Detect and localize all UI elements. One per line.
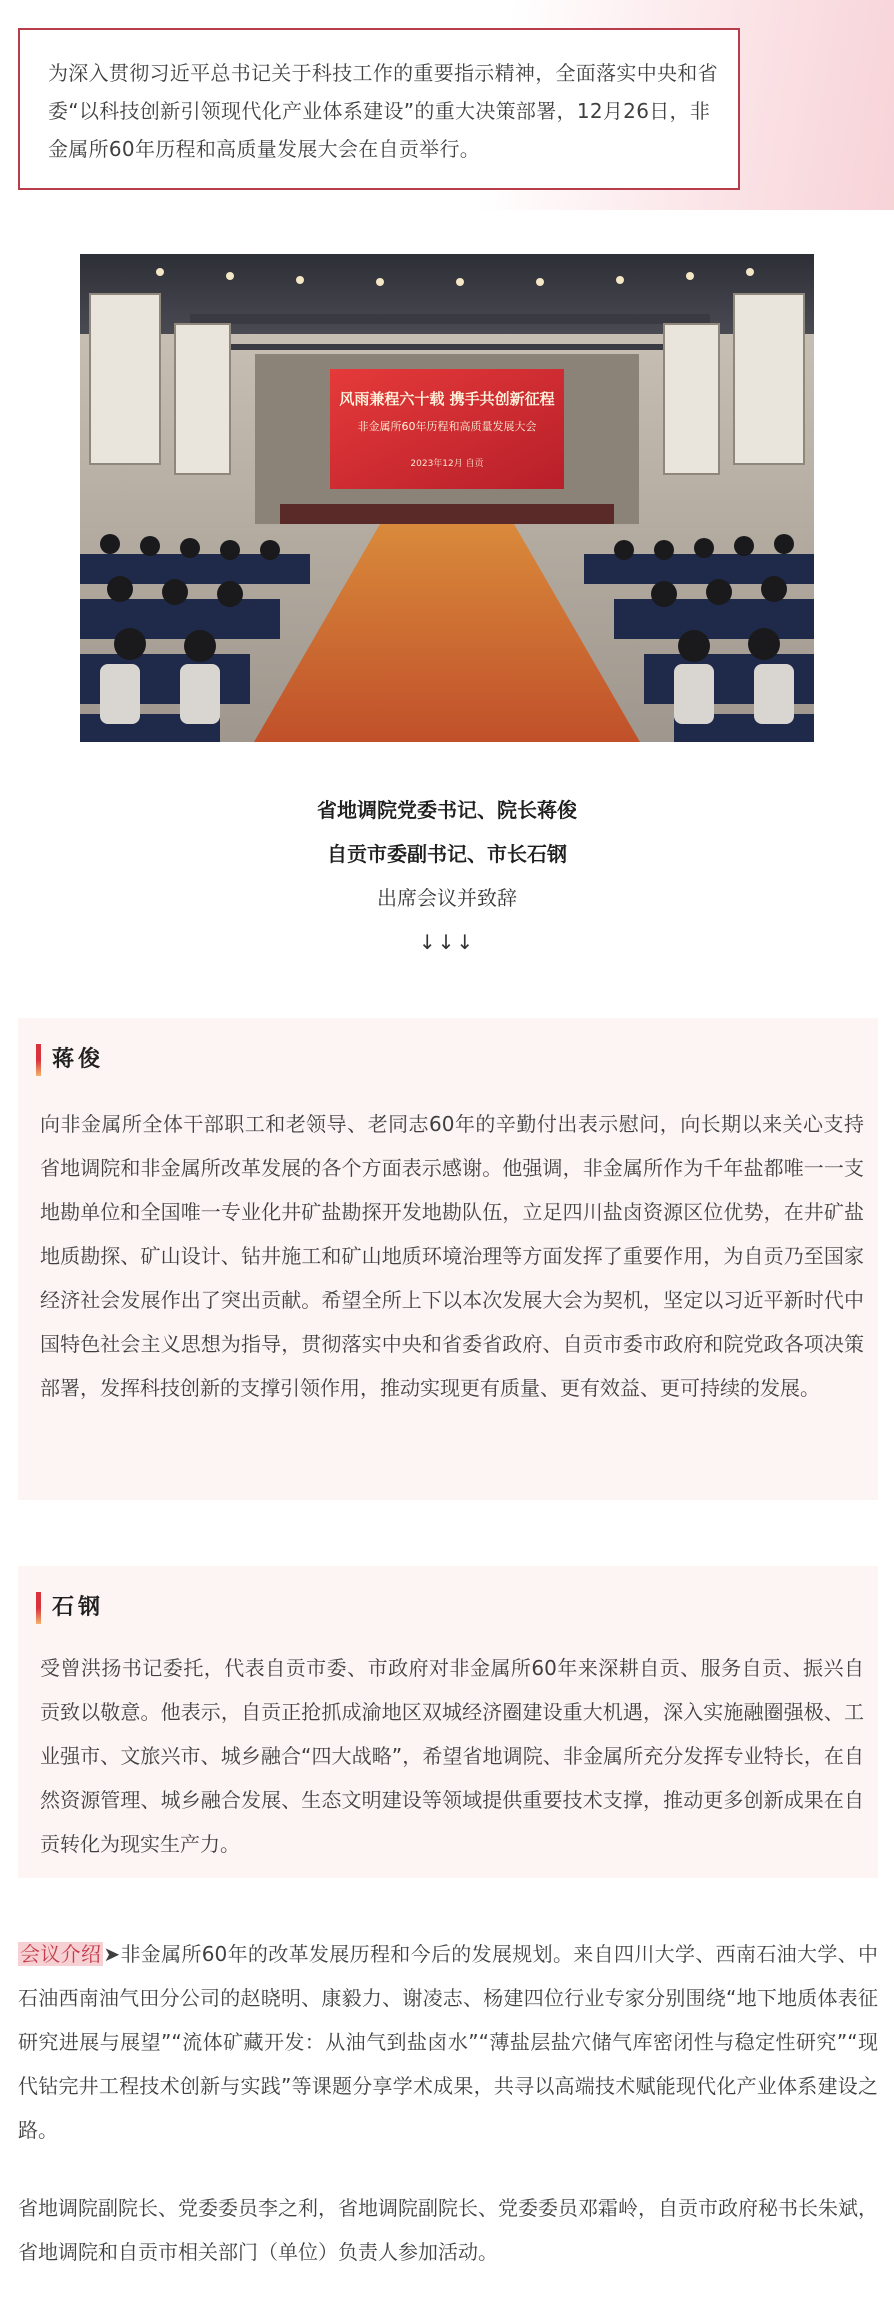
intro-banner	[0, 0, 894, 210]
accent-bar	[36, 1044, 41, 1076]
caption-action: 出席会议并致辞	[377, 886, 517, 910]
arrow-icon: ➤	[103, 1942, 121, 1966]
conference-hall-image	[80, 254, 814, 742]
down-arrows-icon: ↓↓↓	[418, 930, 476, 954]
meeting-intro-text: 非金属所60年的改革发展历程和今后的发展规划。来自四川大学、西南石油大学、中石油西南油气田分公司的赵晓明、康毅力、谢凌志、杨建四位行业专家分别围绕“地下地质体表征研究进展与展望”“流体矿藏开发：从油气到盐卤水”“薄盐层盐穴储气库密闭性与稳定性研究”“现代钻完井工程技术创新与实践”等课题分享学术成果，共寻以高端技术赋能现代化产业体系建设之路。	[18, 1942, 879, 2142]
section-body: 向非金属所全体干部职工和老领导、老同志60年的辛勤付出表示慰问，向长期以来关心支持省地调院和非金属所改革发展的各个方面表示感谢。他强调，非金属所作为千年盐都唯一一支地勘单位和全国唯一专业化井矿盐勘探开发地勘队伍，立足四川盐卤资源区位优势，在井矿盐地质勘探、矿山设计、钻井施工和矿山地质环境治理等方面发挥了重要作用，为自贡乃至国家经济社会发展作出了突出贡献。希望全所上下以本次发展大会为契机，坚定以习近平新时代中国特色社会主义思想为指导，贯彻落实中央和省委省政府、自贡市委市政府和院党政各项决策部署，发挥科技创新的支撑引领作用，推动实现更有质量、更有效益、更可持续的发展。	[40, 1112, 864, 1400]
attendees-paragraph: 省地调院副院长、党委委员李之利，省地调院副院长、党委委员邓霜岭，自贡市政府秘书长朱斌，省地调院和自贡市相关部门（单位）负责人参加活动。	[18, 2196, 878, 2264]
section-title: 蒋俊	[52, 1047, 105, 1072]
intro-box	[18, 28, 740, 190]
caption-speaker-2: 自贡市委副书记、市长石钢	[327, 842, 567, 866]
speaker-captions	[0, 795, 894, 971]
conference-photo	[80, 254, 814, 742]
meeting-intro-tag: 会议介绍	[20, 1942, 102, 1966]
meeting-intro-paragraph	[18, 1932, 878, 2152]
intro-text: 为深入贯彻习近平总书记关于科技工作的重要指示精神，全面落实中央和省委“以科技创新引领现代化产业体系建设”的重大决策部署，12月26日，非金属所60年历程和高质量发展大会在自贡举行。	[48, 61, 718, 161]
caption-speaker-1: 省地调院党委书记、院长蒋俊	[317, 798, 577, 822]
svg-text:2023年12月 自贡: 2023年12月 自贡	[410, 459, 484, 469]
section-title: 石钢	[52, 1595, 105, 1620]
section-body: 受曾洪扬书记委托，代表自贡市委、市政府对非金属所60年来深耕自贡、服务自贡、振兴自贡致以敬意。他表示，自贡正抢抓成渝地区双城经济圈建设重大机遇，深入实施融圈强极、工业强市、文旅兴市、城乡融合“四大战略”，希望省地调院、非金属所充分发挥专业特长，在自然资源管理、城乡融合发展、生态文明建设等领域提供重要技术支撑，推动更多创新成果在自贡转化为现实生产力。	[40, 1656, 864, 1856]
speech-section-jiang-jun	[18, 1018, 878, 1500]
accent-bar	[36, 1592, 41, 1624]
svg-text:非金属所60年历程和高质量发展大会: 非金属所60年历程和高质量发展大会	[357, 420, 537, 433]
speech-section-shi-gang	[18, 1566, 878, 1878]
svg-text:风雨兼程六十载 携手共创新征程: 风雨兼程六十载 携手共创新征程	[339, 390, 555, 408]
